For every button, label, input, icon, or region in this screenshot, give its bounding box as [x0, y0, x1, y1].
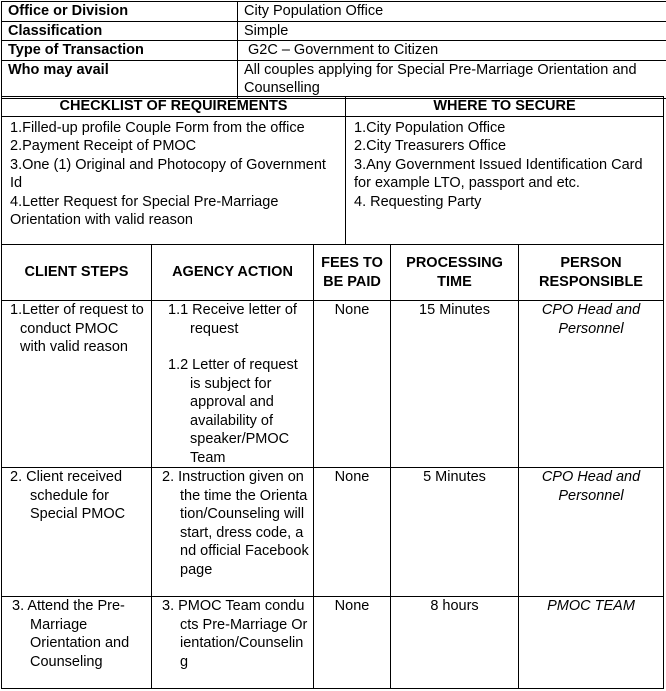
fees-cell: None — [314, 301, 391, 468]
requirements-list — [2, 116, 346, 244]
client-step-cell — [2, 468, 152, 597]
table-row — [2, 301, 664, 468]
avail-value: All couples applying for Special Pre-Marriage Orientation and Counselling — [238, 60, 666, 98]
avail-row — [2, 60, 666, 98]
sources-list — [346, 116, 664, 244]
requirements-header-row — [2, 97, 664, 117]
avail-label: Who may avail — [2, 60, 238, 98]
source-item: 2.City Treasurers Office — [354, 138, 507, 154]
agency-action-text: 2. Instruction given on the time the Orientation/Counseling will start, dress code, and official Facebook page — [162, 469, 309, 578]
processing-time-cell: 15 Minutes — [391, 301, 519, 468]
fees-header: FEES TO BE PAID — [314, 245, 391, 301]
office-row — [2, 2, 666, 22]
person-responsible-cell: PMOC TEAM — [519, 597, 664, 689]
classification-row — [2, 21, 666, 41]
agency-action-header: AGENCY ACTION — [152, 245, 314, 301]
person-responsible-header: PERSON RESPONSIBLE — [519, 245, 664, 301]
agency-action-cell — [152, 301, 314, 468]
agency-action-text: 3. PMOC Team conducts Pre-Marriage Orientation/Counseling — [162, 598, 308, 670]
requirement-item: 2.Payment Receipt of PMOC — [10, 138, 197, 154]
table-row — [2, 468, 664, 597]
client-step-text: 2. Client received schedule for Special PMOC — [10, 469, 126, 522]
source-item: 1.City Population Office — [354, 119, 506, 136]
table-row — [2, 597, 664, 689]
agency-action-text: 1.2 Letter of request is subject for approval and availability of speaker/PMOC Team — [168, 357, 298, 466]
client-step-text: 1.Letter of request to conduct PMOC with valid reason — [10, 302, 144, 355]
fees-cell: None — [314, 597, 391, 689]
fees-cell: None — [314, 468, 391, 597]
requirements-header: CHECKLIST OF REQUIREMENTS — [2, 97, 346, 117]
processing-time-cell: 5 Minutes — [391, 468, 519, 597]
source-item: 4. Requesting Party — [354, 193, 482, 210]
transaction-value: G2C – Government to Citizen — [238, 41, 666, 61]
office-label: Office or Division — [2, 2, 238, 22]
person-responsible-cell: CPO Head and Personnel — [519, 301, 664, 468]
steps-header-row — [2, 245, 664, 301]
agency-action-cell — [152, 468, 314, 597]
transaction-row — [2, 41, 666, 61]
client-step-text: 3. Attend the Pre-Marriage Orientation and Counseling — [12, 598, 130, 670]
client-step-cell — [2, 597, 152, 689]
source-item: 3.Any Government Issued Identification Card for example LTO, passport and etc. — [354, 156, 643, 191]
agency-action-cell — [152, 597, 314, 689]
client-steps-header: CLIENT STEPS — [2, 245, 152, 301]
person-responsible-cell: CPO Head and Personnel — [519, 468, 664, 597]
requirement-item: 4.Letter Request for Special Pre-Marriage Orientation with valid reason — [10, 193, 279, 228]
client-steps-table — [1, 244, 664, 689]
transaction-label: Type of Transaction — [2, 41, 238, 61]
classification-value: Simple — [238, 21, 666, 41]
secure-header: WHERE TO SECURE — [346, 97, 664, 117]
processing-time-cell: 8 hours — [391, 597, 519, 689]
client-step-cell — [2, 301, 152, 468]
requirements-table — [1, 96, 664, 245]
requirement-item: 3.One (1) Original and Photocopy of Government Id — [10, 156, 326, 191]
service-info-table — [1, 1, 666, 99]
requirement-item: 1.Filled-up profile Couple Form from the office — [10, 119, 305, 136]
agency-action-text: 1.1 Receive letter of request — [168, 302, 297, 337]
requirements-body-row — [2, 116, 664, 244]
office-value: City Population Office — [238, 2, 666, 22]
classification-label: Classification — [2, 21, 238, 41]
processing-time-header: PROCESSING TIME — [391, 245, 519, 301]
